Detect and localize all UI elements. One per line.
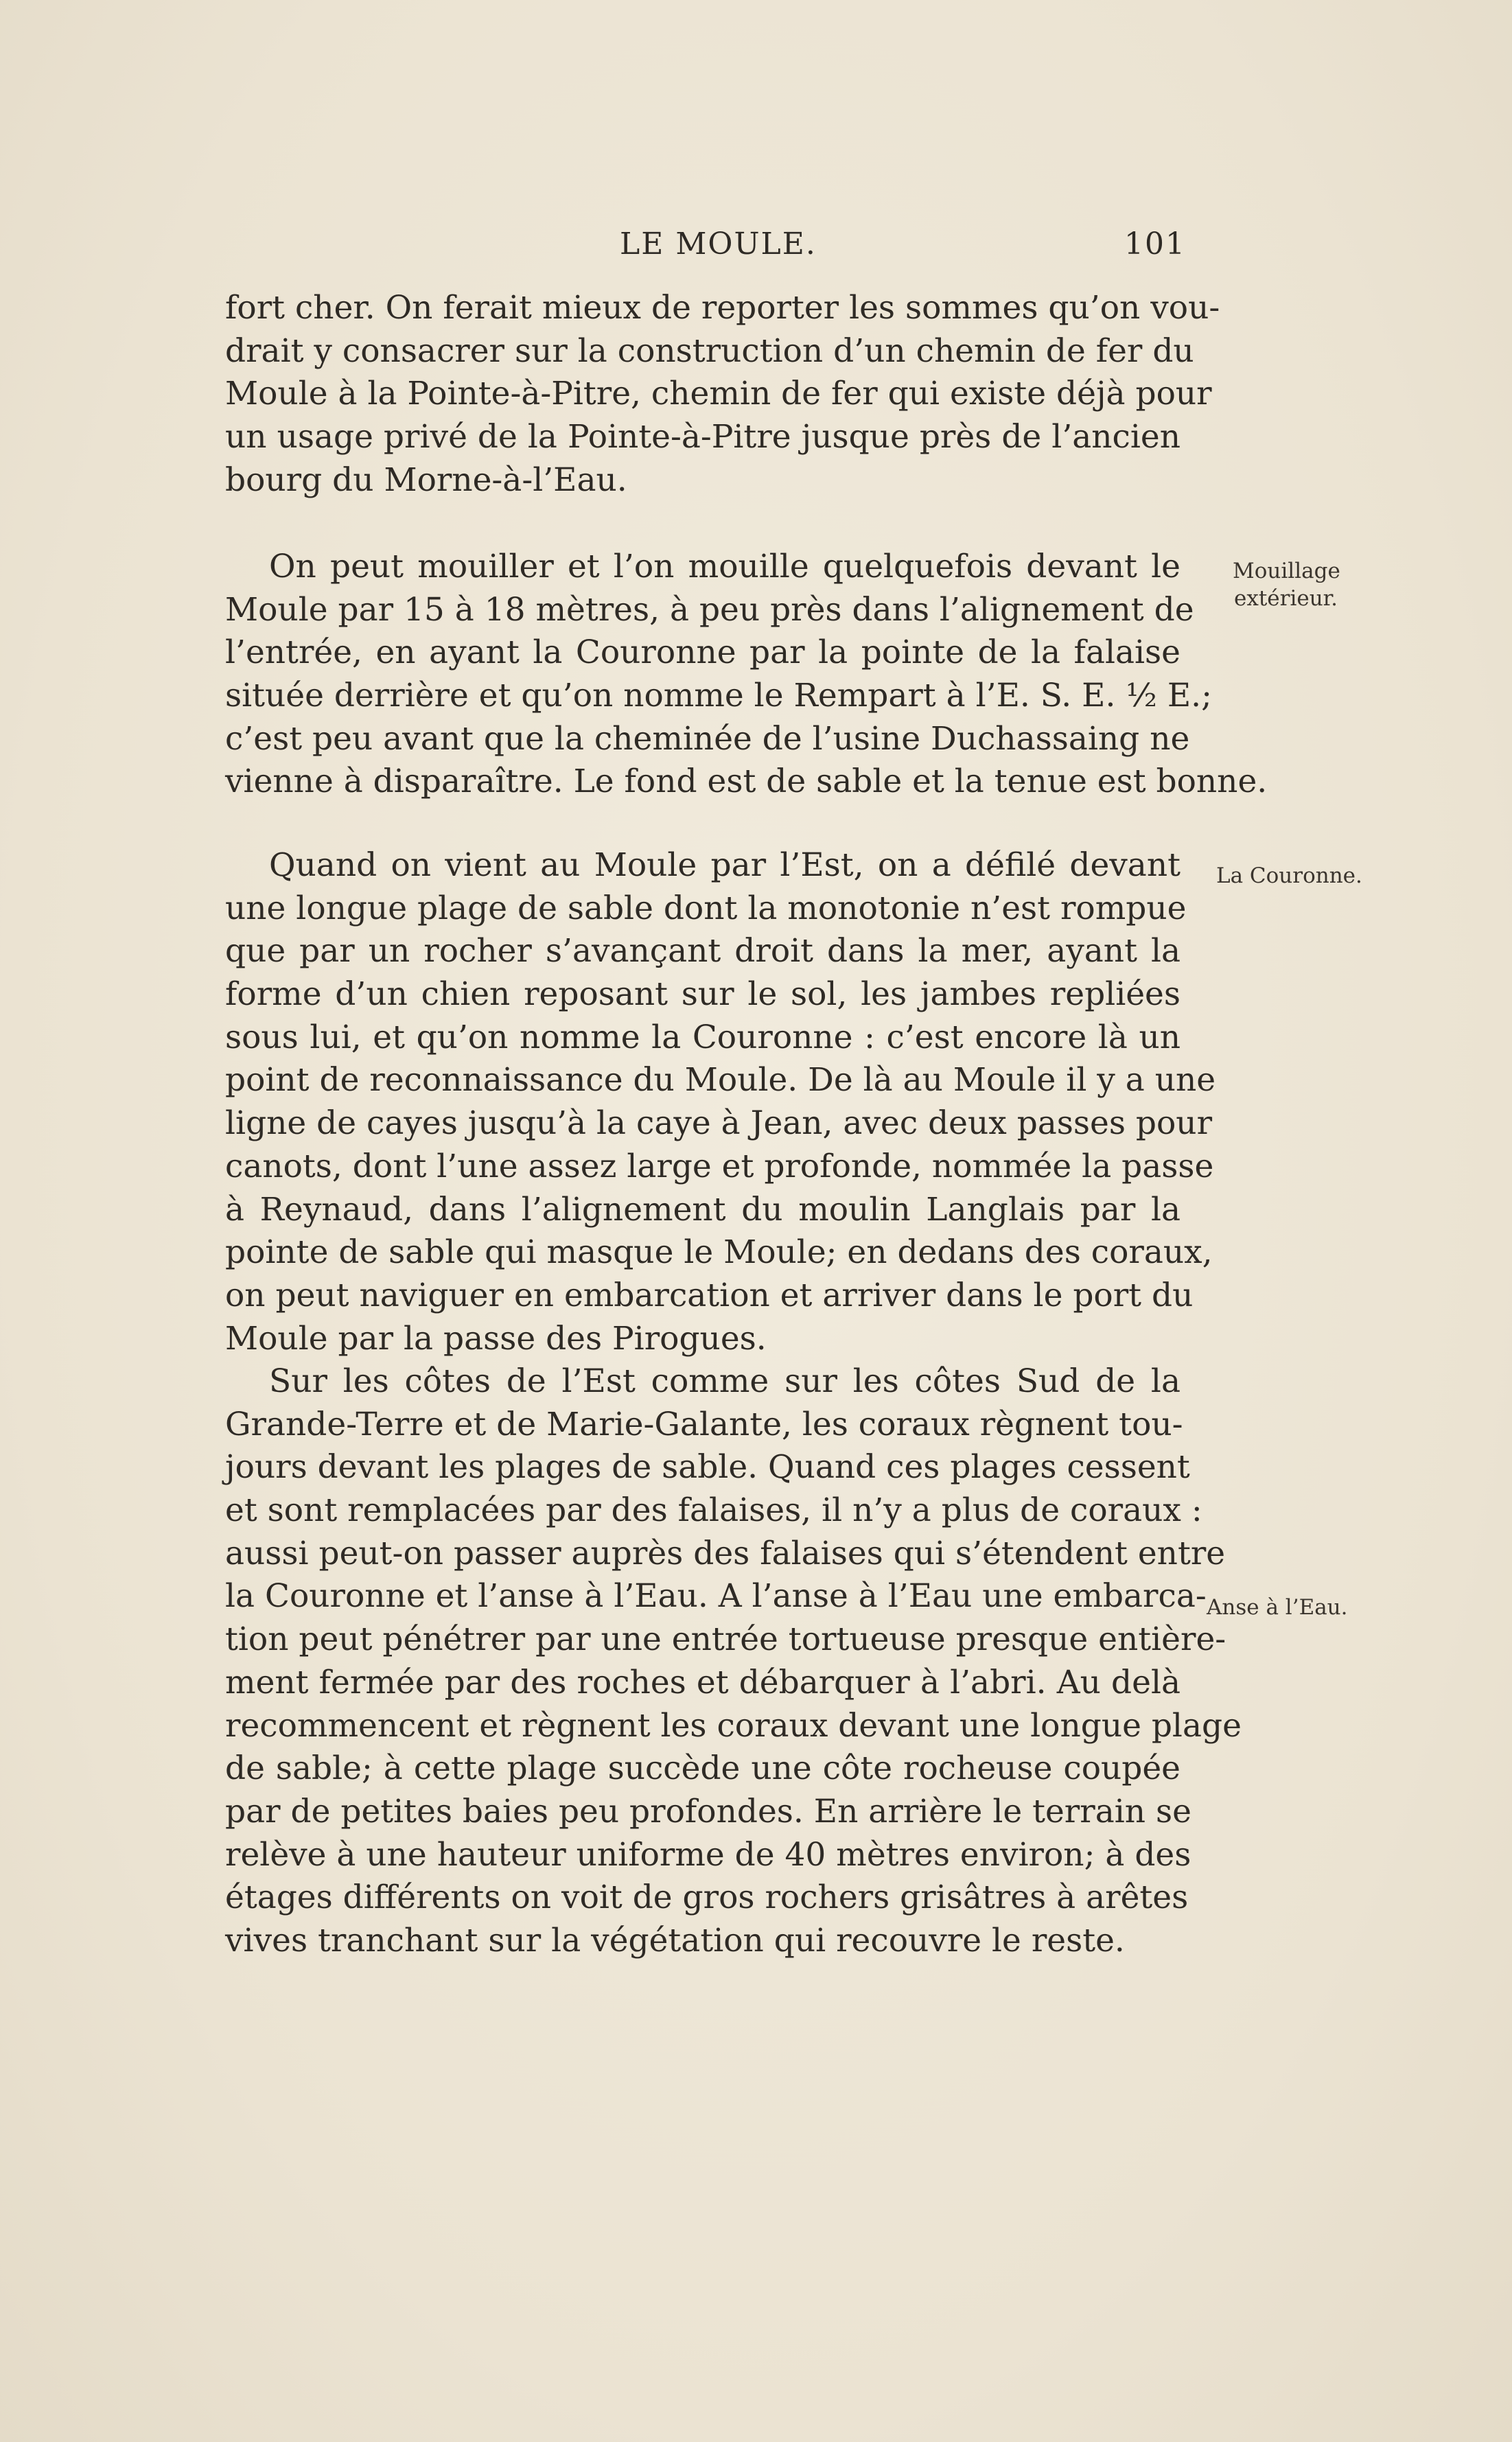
text-line: de sable; à cette plage succède une côte rocheuse coupée [225,1749,1180,1788]
margin-note-couronne [1216,862,1362,889]
text-line: pointe de sable qui masque le Moule; en dedans des coraux, [225,1233,1213,1272]
text-line: tion peut pénétrer par une entrée tortueuse presque entière- [225,1620,1226,1659]
text-line: située derrière et qu’on nomme le Rempart à l’E. S. E. ½ E.; [225,677,1212,715]
margin-note-line: La Couronne. [1216,863,1362,888]
paragraph-2 [225,546,1268,804]
text-line: vienne à disparaître. Le fond est de sable et la tenue est bonne. [225,763,1268,801]
text-line: Sur les côtes de l’Est comme sur les côtes Sud de la [269,1362,1180,1400]
text-line: une longue plage de sable dont la monotonie n’est rompue [225,889,1187,927]
text-line: vives tranchant sur la végétation qui recouvre le reste. [225,1921,1125,1960]
text-line: que par un rocher s’avançant droit dans la mer, ayant la [225,932,1180,970]
running-title: LE MOULE. [620,226,817,261]
margin-note-line: Anse à l’Eau. [1207,1595,1348,1620]
text-line: et sont remplacées par des falaises, il n’y a plus de coraux : [225,1491,1202,1530]
text-line: sous lui, et qu’on nomme la Couronne : c’est encore là un [225,1018,1180,1056]
text-line: ment fermée par des roches et débarquer à l’abri. Au delà [225,1663,1180,1701]
text-line: fort cher. On ferait mieux de reporter les sommes qu’on vou- [225,289,1220,327]
text-line: ligne de cayes jusqu’à la caye à Jean, avec deux passes pour [225,1104,1213,1143]
text-line: On peut mouiller et l’on mouille quelquefois devant le [269,548,1180,585]
text-line: à Reynaud, dans l’alignement du moulin Langlais par la [225,1190,1180,1229]
margin-note-anse [1207,1594,1348,1621]
text-line: un usage privé de la Pointe-à-Pitre jusque près de l’ancien [225,418,1180,456]
page-header [225,226,1186,261]
text-line: canots, dont l’une assez large et profonde, nommée la passe [225,1147,1214,1185]
page-number: 101 [1124,226,1186,261]
text-line: jours devant les plages de sable. Quand ces plages cessent [225,1448,1190,1487]
text-line: Grande-Terre et de Marie-Galante, les coraux règnent tou- [225,1405,1183,1443]
text-line: Moule à la Pointe-à-Pitre, chemin de fer qui existe déjà pour [225,375,1212,413]
text-line: étages différents on voit de gros rochers grisâtres à arêtes [225,1879,1189,1917]
text-line: l’entrée, en ayant la Couronne par la pointe de la falaise [225,633,1180,672]
text-line: par de petites baies peu profondes. En arrière le terrain se [225,1792,1191,1830]
text-line: on peut naviguer en embarcation et arriver dans le port du [225,1276,1194,1314]
text-line: bourg du Morne-à-l’Eau. [225,461,627,499]
text-line: point de reconnaissance du Moule. De là au Moule il y a une [225,1061,1216,1100]
margin-note-line: extérieur. [1234,586,1338,611]
text-line: forme d’un chien reposant sur le sol, les jambes repliées [225,975,1180,1014]
text-line: Moule par la passe des Pirogues. [225,1319,767,1358]
text-line: Quand on vient au Moule par l’Est, on a défilé devant [269,846,1180,884]
margin-note-mouillage [1233,557,1340,612]
paragraph-1 [225,287,1220,502]
text-line: Moule par 15 à 18 mètres, à peu près dans l’alignement de [225,590,1194,629]
text-line: aussi peut-on passer auprès des falaises qui s’étendent entre [225,1534,1226,1572]
paragraph-3 [225,844,1216,1360]
text-line: la Couronne et l’anse à l’Eau. A l’anse à l’Eau une embarca- [225,1577,1207,1616]
text-line: relève à une hauteur uniforme de 40 mètres environ; à des [225,1835,1191,1874]
margin-note-line: Mouillage [1233,559,1340,583]
text-line: recommencent et règnent les coraux devant une longue plage [225,1706,1242,1745]
text-line: c’est peu avant que la cheminée de l’usine Duchassaing ne [225,719,1190,758]
paragraph-4 [225,1360,1242,1963]
text-line: drait y consacrer sur la construction d’un chemin de fer du [225,332,1194,370]
